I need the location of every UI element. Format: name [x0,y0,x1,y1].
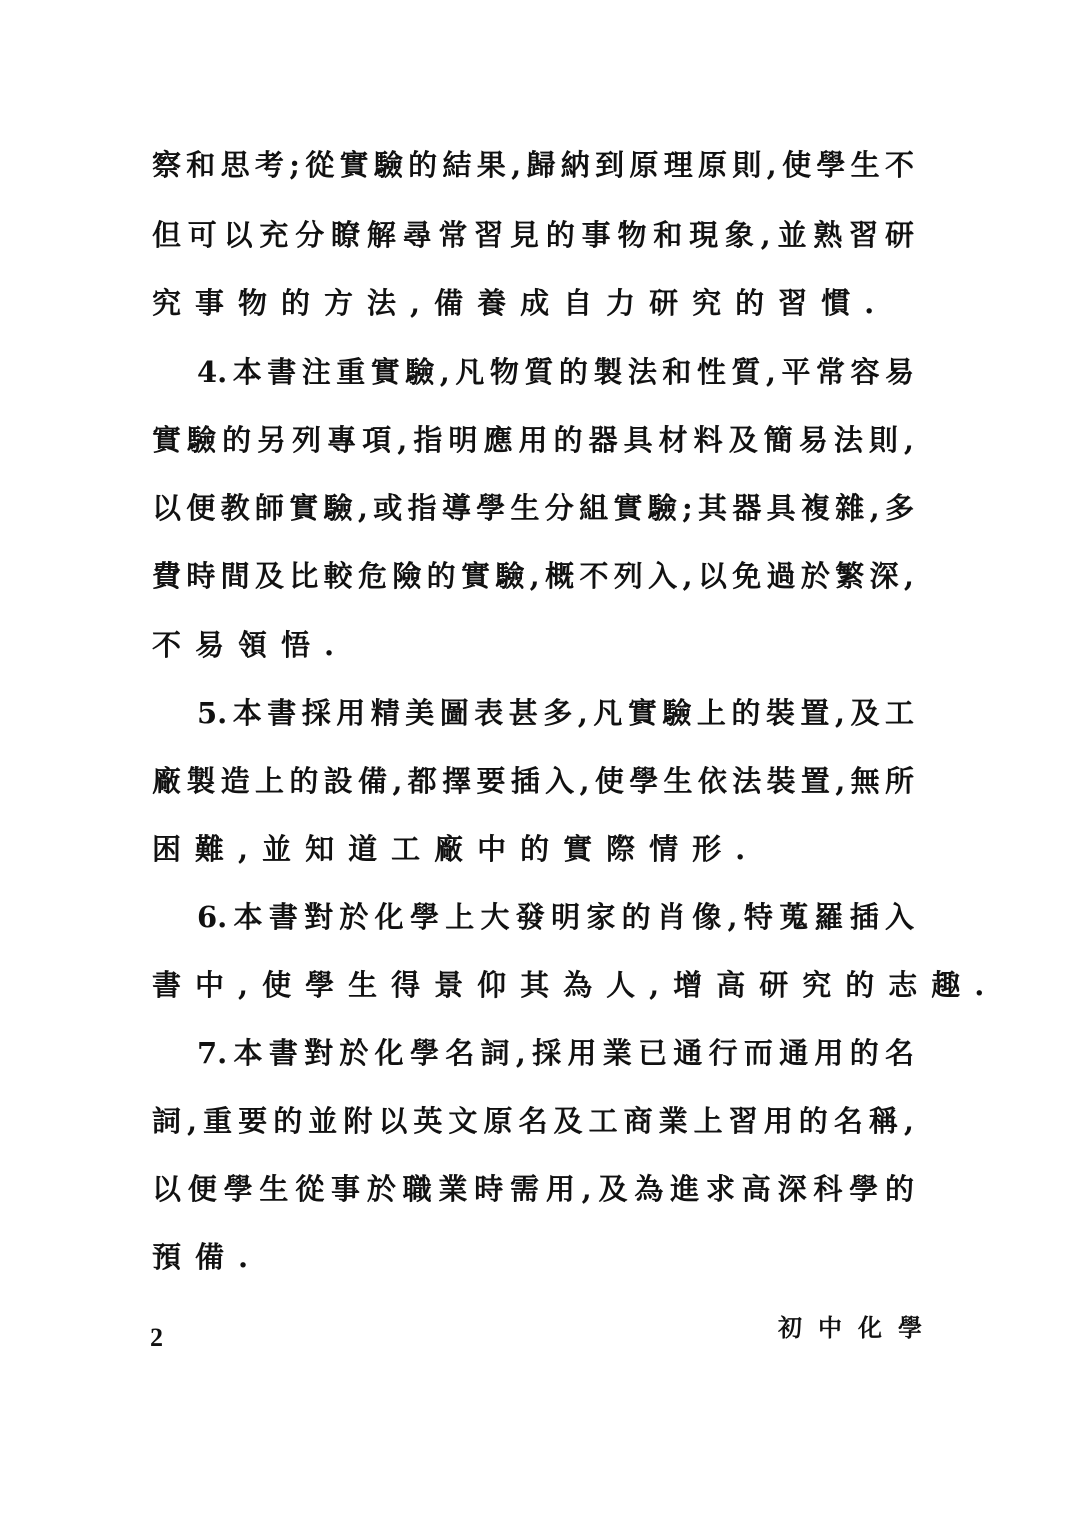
text-line: 6.本書對於化學上大發明家的肖像,特蒐羅插入 [197,900,914,934]
text-line: 以便學生從事於職業時需用,及為進求高深科學的 [152,1172,914,1206]
text-line: 詞,重要的並附以英文原名及工商業上習用的名稱, [152,1104,914,1138]
text-line: 實驗的另列專項,指明應用的器具材料及簡易法則, [152,423,914,457]
page-number: 2 [150,1323,163,1352]
text-line: 以便教師實驗,或指導學生分組實驗;其器具複雜,多 [152,491,914,525]
text-line: 察和思考;從實驗的結果,歸納到原理原則,使學生不 [152,148,914,182]
text-line: 困難,並知道工廠中的實際情形. [152,832,760,866]
text-line: 7.本書對於化學名詞,採用業已通行而通用的名 [197,1036,914,1070]
text-line: 廠製造上的設備,都擇要插入,使學生依法裝置,無所 [152,764,914,798]
text-line: 費時間及比較危險的實驗,概不列入,以免過於繁深, [152,559,914,593]
text-line: 但可以充分瞭解尋常習見的事物和現象,並熟習研 [152,218,914,252]
text-line: 究事物的方法,備養成自力研究的習慣. [152,286,889,320]
text-line: 預備. [152,1240,263,1274]
text-line: 4.本書注重實驗,凡物質的製法和性質,平常容易 [197,355,914,389]
text-line: 書中,使學生得景仰其為人,增高研究的志趣. [152,968,999,1002]
text-line: 不易領悟. [152,628,349,662]
text-line: 5.本書採用精美圖表甚多,凡實驗上的裝置,及工 [197,696,914,730]
running-footer-title: 初中化學 [778,1313,938,1342]
